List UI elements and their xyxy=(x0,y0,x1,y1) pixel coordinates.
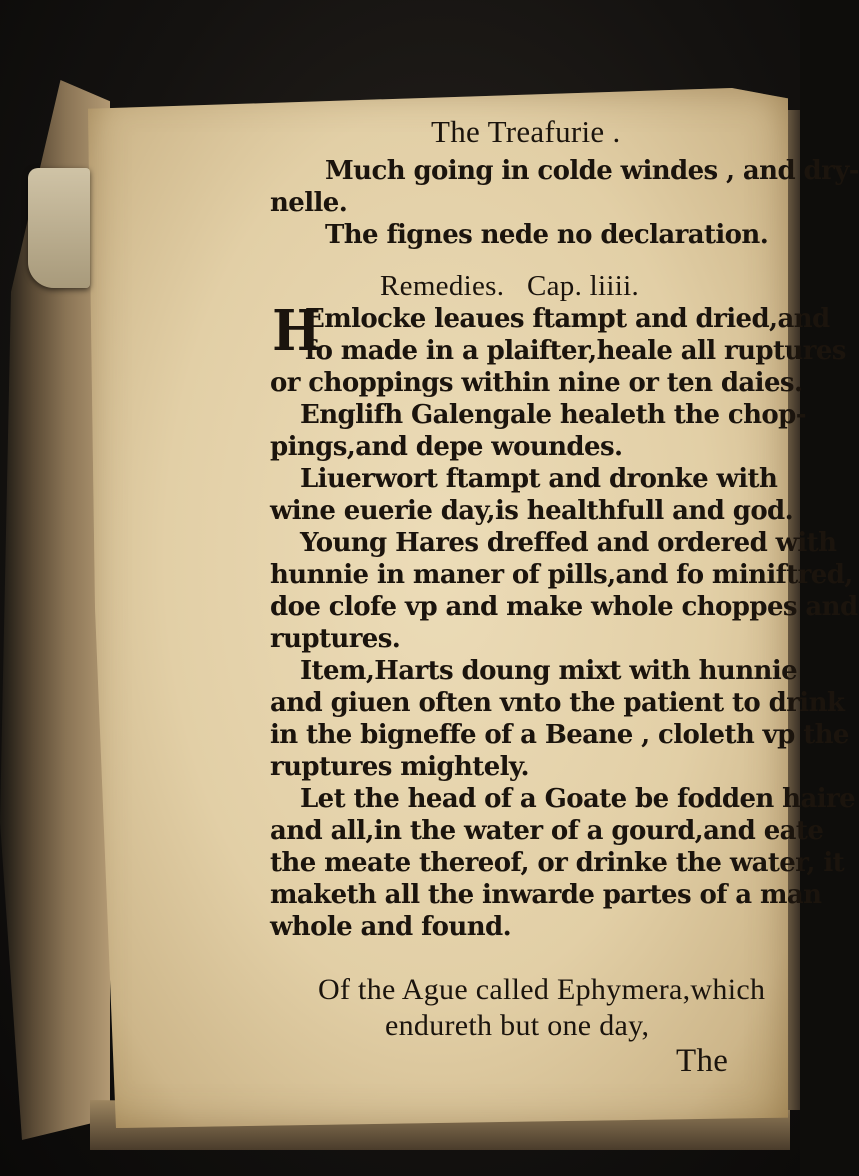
remedy-line-12: Item,Harts doung mixt with hunnie xyxy=(300,656,798,686)
remedies-heading: Remedies. Cap. liiii. xyxy=(380,270,640,302)
remedy-line-9: hunnie in maner of pills,and fo miniftred, xyxy=(270,560,853,590)
remedy-line-20: whole and found. xyxy=(270,912,512,942)
remedy-line-1: Emlocke leaues ftampt and dried,and xyxy=(305,304,830,334)
body-line-3: The fignes nede no declaration. xyxy=(325,220,769,250)
remedy-line-4: Englifh Galengale healeth the chop- xyxy=(300,400,806,430)
remedy-line-5: pings,and depe woundes. xyxy=(270,432,623,462)
remedy-line-15: ruptures mightely. xyxy=(270,752,529,782)
body-line-2: nelle. xyxy=(270,188,348,218)
remedy-line-6: Liuerwort ftampt and dronke with xyxy=(300,464,778,494)
catchword: The xyxy=(676,1043,729,1079)
section-heading-line-1: Of the Ague called Ephymera,which xyxy=(318,973,766,1006)
remedy-line-2: fo made in a plaifter,heale all ruptures xyxy=(305,336,846,366)
section-heading-line-2: endureth but one day, xyxy=(385,1009,650,1042)
remedy-line-3: or choppings within nine or ten daies. xyxy=(270,368,803,398)
body-line-1: Much going in colde windes , and dry- xyxy=(325,156,859,186)
remedy-line-16: Let the head of a Goate be fodden haire xyxy=(300,784,856,814)
remedy-line-8: Young Hares dreffed and ordered with xyxy=(300,528,837,558)
remedy-line-13: and giuen often vnto the patient to drink xyxy=(270,688,845,718)
remedy-line-18: the meate thereof, or drinke the water, it xyxy=(270,848,845,878)
remedy-line-17: and all,in the water of a gourd,and eate xyxy=(270,816,824,846)
remedy-line-14: in the bigneffe of a Beane , cloleth vp the xyxy=(270,720,849,750)
remedy-line-7: wine euerie day,is healthfull and god. xyxy=(270,496,794,526)
remedy-line-19: maketh all the inwarde partes of a man xyxy=(270,880,822,910)
remedy-line-10: doe clofe vp and make whole choppes and xyxy=(270,592,858,622)
running-title: The Treafurie . xyxy=(431,114,621,149)
book-clasp xyxy=(28,168,90,288)
remedy-line-11: ruptures. xyxy=(270,624,401,654)
drop-cap: H xyxy=(272,298,321,364)
